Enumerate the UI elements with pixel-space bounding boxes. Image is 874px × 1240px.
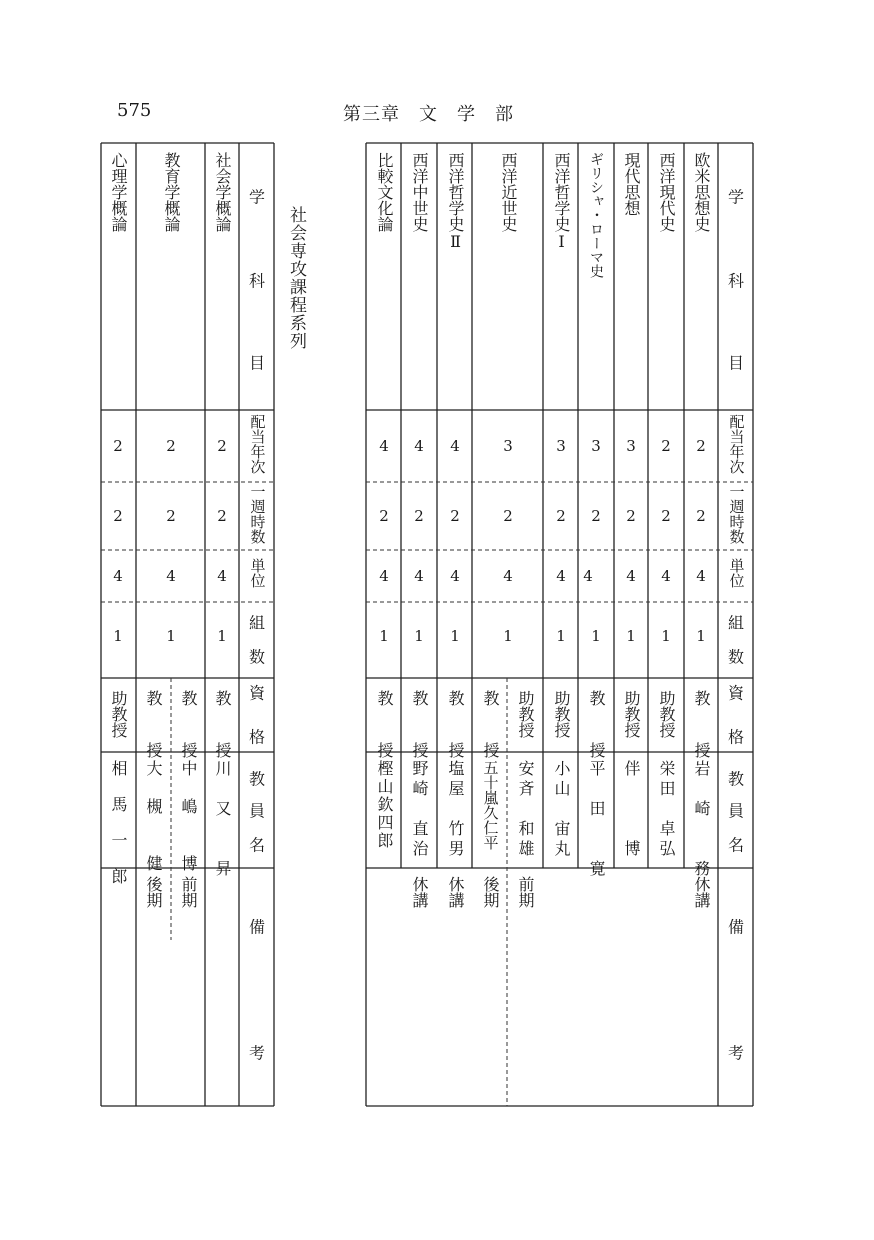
header-hours: 一週時数 bbox=[248, 484, 267, 544]
subject-cell: 心理学概論 bbox=[109, 152, 128, 232]
credits-cell: 4 bbox=[661, 567, 671, 585]
header-rank-2: 格 bbox=[727, 727, 745, 747]
header-groups-2: 数 bbox=[727, 647, 745, 667]
year-cell: 3 bbox=[591, 437, 601, 455]
year-cell: 2 bbox=[661, 437, 671, 455]
remarks-cell: 後期 bbox=[481, 876, 500, 908]
credits-cell: 4 bbox=[113, 567, 123, 585]
header-groups-2: 数 bbox=[248, 647, 266, 667]
rank-cell: 助教授 bbox=[516, 690, 535, 738]
year-cell: 4 bbox=[450, 437, 460, 455]
header-year: 配当年次 bbox=[727, 414, 746, 474]
groups-cell: 1 bbox=[626, 627, 636, 645]
groups-cell: 1 bbox=[696, 627, 706, 645]
remarks-cell: 後期 bbox=[144, 876, 163, 908]
teacher-cell: 安斉 和雄 bbox=[516, 760, 535, 860]
teacher-cell: 相 馬 一 郎 bbox=[109, 760, 128, 886]
rank-cell: 教 授 bbox=[375, 690, 394, 768]
section-title: 社会専攻課程系列 bbox=[286, 206, 306, 350]
remarks-cell: 休講 bbox=[410, 876, 429, 908]
groups-cell: 1 bbox=[166, 627, 176, 645]
year-cell: 3 bbox=[503, 437, 513, 455]
header-groups-1: 組 bbox=[248, 613, 266, 633]
credits-cell: 4 bbox=[556, 567, 566, 585]
subject-cell: 西洋中世史 bbox=[410, 152, 429, 232]
rank-cell: 教 授 bbox=[179, 690, 198, 768]
hours-cell: 2 bbox=[591, 507, 601, 525]
subject-cell: 比較文化論 bbox=[375, 152, 394, 232]
header-rank-1: 資 bbox=[727, 683, 745, 703]
year-cell: 2 bbox=[166, 437, 176, 455]
header-teacher-3: 名 bbox=[248, 835, 266, 855]
subject-cell: 社会学概論 bbox=[213, 152, 232, 232]
credits-cell: 4 bbox=[583, 567, 593, 585]
hours-cell: 2 bbox=[696, 507, 706, 525]
hours-cell: 2 bbox=[450, 507, 460, 525]
teacher-cell: 岩 崎 務 bbox=[692, 760, 711, 880]
credits-cell: 4 bbox=[379, 567, 389, 585]
rank-cell: 教 授 bbox=[446, 690, 465, 768]
header-remarks-1: 備 bbox=[248, 917, 266, 937]
header-remarks-2: 考 bbox=[248, 1043, 266, 1063]
hours-cell: 2 bbox=[556, 507, 566, 525]
header-teacher-2: 員 bbox=[727, 801, 745, 821]
header-subject-3: 目 bbox=[248, 353, 266, 373]
hours-cell: 2 bbox=[626, 507, 636, 525]
credits-cell: 4 bbox=[503, 567, 513, 585]
subject-cell: ギリシャ・ローマ史 bbox=[588, 152, 604, 278]
year-cell: 4 bbox=[379, 437, 389, 455]
groups-cell: 1 bbox=[450, 627, 460, 645]
remarks-cell: 休講 bbox=[692, 876, 711, 908]
credits-cell: 4 bbox=[414, 567, 424, 585]
teacher-cell: 五十嵐久仁平 bbox=[481, 760, 500, 850]
year-cell: 2 bbox=[113, 437, 123, 455]
groups-cell: 1 bbox=[661, 627, 671, 645]
groups-cell: 1 bbox=[379, 627, 389, 645]
header-credits: 単位 bbox=[248, 558, 267, 588]
credits-cell: 4 bbox=[166, 567, 176, 585]
groups-cell: 1 bbox=[556, 627, 566, 645]
rank-cell: 教 授 bbox=[692, 690, 711, 768]
groups-cell: 1 bbox=[113, 627, 123, 645]
subject-cell: 西洋哲学史Ⅱ bbox=[446, 152, 465, 251]
header-groups-1: 組 bbox=[727, 613, 745, 633]
year-cell: 3 bbox=[626, 437, 636, 455]
rank-cell: 教 授 bbox=[481, 690, 500, 768]
rank-cell: 教 授 bbox=[587, 690, 606, 768]
teacher-cell: 小山 宙丸 bbox=[552, 760, 571, 860]
rank-cell: 教 授 bbox=[213, 690, 232, 768]
header-remarks-1: 備 bbox=[727, 917, 745, 937]
credits-cell: 4 bbox=[626, 567, 636, 585]
hours-cell: 2 bbox=[503, 507, 513, 525]
page-number: 575 bbox=[117, 100, 152, 121]
rank-cell: 助教授 bbox=[622, 690, 641, 738]
rank-cell: 教 授 bbox=[144, 690, 163, 768]
header-subject-2: 科 bbox=[248, 271, 266, 291]
hours-cell: 2 bbox=[217, 507, 227, 525]
year-cell: 4 bbox=[414, 437, 424, 455]
header-teacher-1: 教 bbox=[248, 769, 266, 789]
teacher-cell: 伴 博 bbox=[622, 760, 641, 860]
header-rank-2: 格 bbox=[248, 727, 266, 747]
hours-cell: 2 bbox=[379, 507, 389, 525]
groups-cell: 1 bbox=[414, 627, 424, 645]
right-table-grid bbox=[366, 143, 753, 1106]
header-remarks-2: 考 bbox=[727, 1043, 745, 1063]
header-subject-3: 目 bbox=[727, 353, 745, 373]
subject-cell: 欧米思想史 bbox=[692, 152, 711, 232]
rank-cell: 助教授 bbox=[657, 690, 676, 738]
teacher-cell: 中 嶋 博 bbox=[179, 760, 198, 874]
subject-cell: 西洋現代史 bbox=[657, 152, 676, 232]
year-cell: 2 bbox=[696, 437, 706, 455]
subject-cell: 西洋哲学史Ⅰ bbox=[552, 152, 571, 251]
rank-cell: 助教授 bbox=[109, 690, 128, 738]
header-teacher-1: 教 bbox=[727, 769, 745, 789]
rank-cell: 助教授 bbox=[552, 690, 571, 738]
groups-cell: 1 bbox=[503, 627, 513, 645]
remarks-cell: 前期 bbox=[179, 876, 198, 908]
remarks-cell: 休講 bbox=[446, 876, 465, 908]
year-cell: 2 bbox=[217, 437, 227, 455]
header-credits: 単位 bbox=[727, 558, 746, 588]
groups-cell: 1 bbox=[591, 627, 601, 645]
groups-cell: 1 bbox=[217, 627, 227, 645]
teacher-cell: 栄田 卓弘 bbox=[657, 760, 676, 860]
credits-cell: 4 bbox=[217, 567, 227, 585]
header-teacher-3: 名 bbox=[727, 835, 745, 855]
subject-cell: 西洋近世史 bbox=[499, 152, 518, 232]
credits-cell: 4 bbox=[450, 567, 460, 585]
teacher-cell: 樫山欽四郎 bbox=[375, 760, 394, 850]
subject-cell: 教育学概論 bbox=[162, 152, 181, 232]
hours-cell: 2 bbox=[414, 507, 424, 525]
rank-cell: 教 授 bbox=[410, 690, 429, 768]
hours-cell: 2 bbox=[661, 507, 671, 525]
header-subject-2: 科 bbox=[727, 271, 745, 291]
header-teacher-2: 員 bbox=[248, 801, 266, 821]
header-hours: 一週時数 bbox=[727, 484, 746, 544]
header-year: 配当年次 bbox=[248, 414, 267, 474]
teacher-cell: 野崎 直治 bbox=[410, 760, 429, 860]
subject-cell: 現代思想 bbox=[622, 152, 641, 216]
teacher-cell: 川 又 昇 bbox=[213, 760, 232, 880]
credits-cell: 4 bbox=[696, 567, 706, 585]
hours-cell: 2 bbox=[166, 507, 176, 525]
year-cell: 3 bbox=[556, 437, 566, 455]
hours-cell: 2 bbox=[113, 507, 123, 525]
running-header: 第三章 文 学 部 bbox=[343, 104, 514, 125]
remarks-cell: 前期 bbox=[516, 876, 535, 908]
teacher-cell: 平 田 寛 bbox=[587, 760, 606, 880]
teacher-cell: 塩屋 竹男 bbox=[446, 760, 465, 860]
teacher-cell: 大 槻 健 bbox=[144, 760, 163, 874]
header-rank-1: 資 bbox=[248, 683, 266, 703]
header-subject-1: 学 bbox=[248, 187, 266, 207]
header-subject-1: 学 bbox=[727, 187, 745, 207]
